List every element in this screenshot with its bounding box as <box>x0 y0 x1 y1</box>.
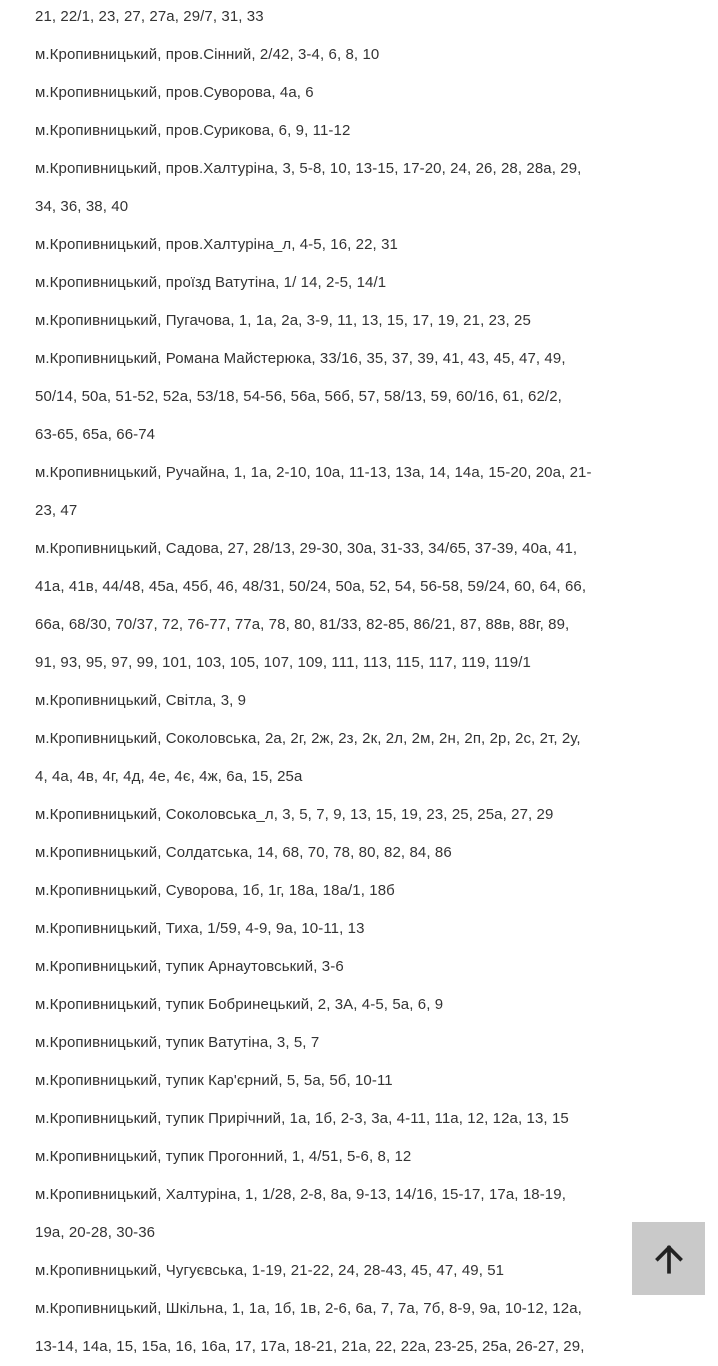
arrow-up-icon <box>652 1242 686 1276</box>
address-line: 21, 22/1, 23, 27, 27а, 29/7, 31, 33 <box>35 8 264 25</box>
address-line: м.Кропивницький, тупик Прогонний, 1, 4/51, 5-6, 8, 12 <box>35 1148 412 1165</box>
address-line: 13-14, 14а, 15, 15а, 16, 16а, 17, 17а, 18-21, 21а, 22, 22а, 23-25, 25а, 26-27, 29, <box>35 1338 585 1355</box>
address-line: м.Кропивницький, тупик Прирічний, 1а, 1б, 2-3, 3а, 4-11, 11а, 12, 12а, 13, 15 <box>35 1110 569 1127</box>
address-line: м.Кропивницький, Соколовська, 2а, 2г, 2ж, 2з, 2к, 2л, 2м, 2н, 2п, 2р, 2с, 2т, 2у, <box>35 730 581 747</box>
address-line: м.Кропивницький, Ручайна, 1, 1а, 2-10, 10а, 11-13, 13а, 14, 14а, 15-20, 20а, 21- <box>35 464 592 481</box>
address-list <box>35 0 595 1366</box>
address-line: м.Кропивницький, Пугачова, 1, 1а, 2а, 3-9, 11, 13, 15, 17, 19, 21, 23, 25 <box>35 312 531 329</box>
address-line: м.Кропивницький, проїзд Ватутіна, 1/ 14, 2-5, 14/1 <box>35 274 387 291</box>
scroll-to-top-button[interactable] <box>632 1222 705 1295</box>
address-line: 19а, 20-28, 30-36 <box>35 1224 156 1241</box>
address-line: м.Кропивницький, тупик Ватутіна, 3, 5, 7 <box>35 1034 320 1051</box>
address-line: 4, 4а, 4в, 4г, 4д, 4е, 4є, 4ж, 6а, 15, 25а <box>35 768 303 785</box>
address-line: м.Кропивницький, тупик Кар'єрний, 5, 5а, 5б, 10-11 <box>35 1072 393 1089</box>
address-line: м.Кропивницький, пров.Сурикова, 6, 9, 11-12 <box>35 122 351 139</box>
address-line: 23, 47 <box>35 502 78 519</box>
address-line: м.Кропивницький, пров.Сінний, 2/42, 3-4, 6, 8, 10 <box>35 46 380 63</box>
address-line: м.Кропивницький, Садова, 27, 28/13, 29-30, 30а, 31-33, 34/65, 37-39, 40а, 41, <box>35 540 578 557</box>
address-line: 63-65, 65а, 66-74 <box>35 426 156 443</box>
address-line: м.Кропивницький, Солдатська, 14, 68, 70, 78, 80, 82, 84, 86 <box>35 844 452 861</box>
address-line: м.Кропивницький, Світла, 3, 9 <box>35 692 247 709</box>
address-line: м.Кропивницький, Халтуріна, 1, 1/28, 2-8, 8а, 9-13, 14/16, 15-17, 17а, 18-19, <box>35 1186 566 1203</box>
address-line: 34, 36, 38, 40 <box>35 198 129 215</box>
address-line: 41а, 41в, 44/48, 45а, 45б, 46, 48/31, 50/24, 50а, 52, 54, 56-58, 59/24, 60, 64, 66, <box>35 578 587 595</box>
address-line: м.Кропивницький, Шкільна, 1, 1а, 1б, 1в, 2-6, 6а, 7, 7а, 7б, 8-9, 9а, 10-12, 12а, <box>35 1300 582 1317</box>
address-line: м.Кропивницький, Тиха, 1/59, 4-9, 9а, 10-11, 13 <box>35 920 365 937</box>
address-line: 91, 93, 95, 97, 99, 101, 103, 105, 107, 109, 111, 113, 115, 117, 119, 119/1 <box>35 654 531 671</box>
address-line: 66а, 68/30, 70/37, 72, 76-77, 77а, 78, 80, 81/33, 82-85, 86/21, 87, 88в, 88г, 89, <box>35 616 570 633</box>
address-line: 50/14, 50а, 51-52, 52а, 53/18, 54-56, 56а, 56б, 57, 58/13, 59, 60/16, 61, 62/2, <box>35 388 562 405</box>
address-line: м.Кропивницький, Суворова, 1б, 1г, 18а, 18а/1, 18б <box>35 882 395 899</box>
address-line: м.Кропивницький, тупик Бобринецький, 2, 3А, 4-5, 5а, 6, 9 <box>35 996 444 1013</box>
address-line: м.Кропивницький, Романа Майстерюка, 33/16, 35, 37, 39, 41, 43, 45, 47, 49, <box>35 350 566 367</box>
address-line: м.Кропивницький, пров.Суворова, 4а, 6 <box>35 84 314 101</box>
address-line: м.Кропивницький, Соколовська_л, 3, 5, 7, 9, 13, 15, 19, 23, 25, 25а, 27, 29 <box>35 806 554 823</box>
address-line: м.Кропивницький, пров.Халтуріна, 3, 5-8, 10, 13-15, 17-20, 24, 26, 28, 28а, 29, <box>35 160 582 177</box>
address-line: м.Кропивницький, тупик Арнаутовський, 3-6 <box>35 958 344 975</box>
address-line: м.Кропивницький, Чугуєвська, 1-19, 21-22, 24, 28-43, 45, 47, 49, 51 <box>35 1262 505 1279</box>
address-line: м.Кропивницький, пров.Халтуріна_л, 4-5, 16, 22, 31 <box>35 236 398 253</box>
